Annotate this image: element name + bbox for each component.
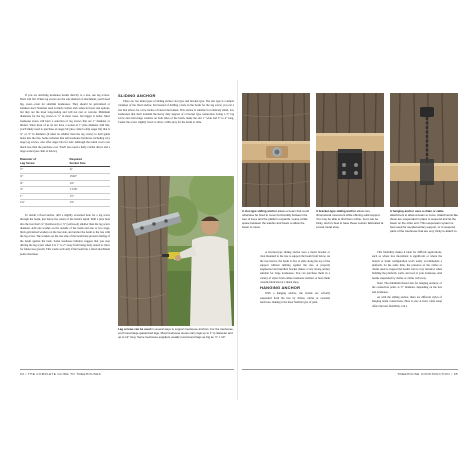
folio-rule bbox=[242, 369, 458, 370]
table-row bbox=[20, 187, 110, 194]
slot-anchor-caption bbox=[242, 210, 310, 230]
caption-lead: A hanging anchor uses a chain or cable bbox=[390, 209, 444, 213]
body-paragraph: With a hanging anchor, the beams are actually suspended from the tree by chains, cables or versatile hardware, making it the most flexible type of joint. bbox=[260, 291, 330, 304]
lag-screw-table bbox=[20, 158, 110, 207]
table-cell: ½" bbox=[20, 167, 70, 174]
table-row bbox=[20, 173, 110, 180]
section-heading: HANGING ANCHOR bbox=[260, 285, 301, 291]
body-paragraph: This flexibility makes it ideal for difficult applications, such as where tree movement is significant or where the branch or trunk configuration won't easily accommodate a platform. At the same time, the presence of the cables or chains used to support the beams can be very intrusive when building the platform, walls, and roof of your treehouse. And beams suspended by chains or cables will sway. bbox=[372, 250, 442, 280]
caption-text: allows two-dimensional movement while offering solid support. You may be able to find them online, but it can be tricky, and it's best to have these custom fabricated at a local metal shop. bbox=[316, 209, 384, 229]
right-page-column-b bbox=[372, 250, 442, 309]
table-cell: 1 5⁄16" bbox=[70, 187, 111, 194]
page-gutter bbox=[237, 80, 238, 400]
table-cell: 1¼" bbox=[20, 200, 70, 207]
table-row bbox=[20, 180, 110, 187]
table-cell: ¾" bbox=[70, 167, 111, 174]
body-paragraph: Note: The minimum thread size for hanging anchors, or the connection point, is ⅞" diameter, depending on the tree and treehouse. bbox=[372, 281, 442, 294]
hanging-anchor-caption bbox=[390, 210, 458, 233]
table-row bbox=[20, 193, 110, 200]
caption-lead: Lag screws can be used bbox=[118, 327, 151, 331]
table-header-row bbox=[20, 158, 110, 167]
caption-text: allows a beam that could otherwise be fixed to move horizontally between the tree of trees and the platform expands. Leave a little space between the washer and beam to allow the beam to move. bbox=[242, 209, 309, 229]
right-folio: TREEHOUSE CONSTRUCTION • 95 bbox=[397, 372, 458, 376]
caption-lead: A bracket-type sliding anchor bbox=[316, 209, 356, 213]
body-paragraph: There are two main types of sliding anchor: slot type and bracket type. The slot type is a simple variation of the fixed anchor, but instead of drilling a hole in the beam for the lag screw, you cut a slot that allows for a few inches of lateral movement. This anchor is suitable for relatively small, low treehouses that don't transmit the heavy duty support of a bracket type connection. Using a ⅞" lag screw and extra-large washers on both sides of the beam, make the slot 1" wide and 3" to 4" long. Center the screw slightly lower to allow a little play for the beam to slide. bbox=[118, 99, 234, 125]
table-cell: ⅞" bbox=[20, 187, 70, 194]
body-paragraph: A bracket-type sliding anchor uses a metal bracket or cleat mounted to the tree to support the beam from below. As the tree moves, the beam is free to slide along the top of the support without rubbing against the tree. A properly engineered and installed bracket makes a very strong anchor suitable for large treehouses. You can purchase them in a variety of styles from online treehouse retailers or have them custom-fabricated at a metal shop. bbox=[260, 250, 330, 285]
slot-anchor-photo bbox=[242, 93, 310, 207]
body-paragraph: To install a fixed anchor, drill a slightly oversized hole for a lag screw through the beam, just below the center of the beam's depth. Drill a pilot hole into the tree that's ¾" (hardwood) or ⅞" (softwood) smaller than the lag screw diameter. Add one washer on the outside of the beam and one or two large, thick galvanized washers on the tree side, and anchor the beam to the tree with the lag screw. The washers on the tree side of the beam help prevent chafing of the beam against the bark. Some treehouse builders suggest that you stop driving the lag screw when it is 1" to 2" away from being fully seated to allow for future tree growth. This works well only if the beam has a fixed attachment point elsewhere. bbox=[20, 212, 110, 256]
body-paragraph: If you are attaching treehouse beams directly to a tree, use lag screws. Nails will fail. When lag screws are the sole method of attachment, you'll need big, stout—even for smallish treehouses. They should be galvanized or stainless steel. Stainless steel is much costlier and comes in fewer size options, but they are the most long-lasting and will not rust or corrode. Minimum diameters for the lag screws is ½" in most cases, but bigger is better. Most treehouse stores will have a selection of lag screws that are 1" diameter or thicker. Since most of us do not have a socket of 1"-plus diameter drill bits, you'll likely need to purchase an auger bit (also called a ship auger bit) that is ¾" or ⅞" in diameter (it must be smaller than the lag screw) to drill guide holes into the tree. Some websites that sell treehouse hardware, including very large lag screws, also offer auger bits for rent. Although the rental cost is not much less than the purchase cost. You'll also need a hefty ratchet driver and a large socket (see chart at below). bbox=[20, 93, 110, 153]
table-cell: ⅝" bbox=[20, 173, 70, 180]
caption-lead: A slot-type sliding anchor bbox=[242, 209, 277, 213]
left-page-column bbox=[20, 93, 110, 257]
caption-text: attachment to allow a beam to move. Attachments like these are suspended in place to suspend and let the beam on the other end. This suspension system is best used for supplementary support, or to suspend parts of the treehouse that are very tricky to attach to. bbox=[390, 212, 458, 233]
table-header: Diameter of Lag Screw bbox=[20, 158, 70, 167]
table-cell: 1" bbox=[20, 193, 70, 200]
table-cell: 1⅛" bbox=[70, 180, 111, 187]
hanging-anchor-photo bbox=[390, 93, 458, 207]
table-cell: 1⅞" bbox=[70, 200, 111, 207]
right-page-column-a bbox=[260, 250, 330, 305]
bracket-anchor-photo bbox=[316, 93, 384, 207]
table-cell: ¾" bbox=[20, 180, 70, 187]
table-row bbox=[20, 200, 110, 207]
body-paragraph: As with the sliding anchor, there are different styles of hanging beam connections. Here is one: A basic cable setup offers the best flexibility. Cut a bbox=[372, 294, 442, 308]
caption-text: in several ways to support treehouse anchors. For the treehouse, you'll need large galvanized lags. Most treehouse stores carry lags up to 1" in diameter and up to 12" long. Some treehouse suppliers usually recommend lags as big as ⅞" × 10". bbox=[118, 327, 234, 339]
table-row bbox=[20, 167, 110, 174]
table-header: Required Socket Size bbox=[70, 158, 111, 167]
bracket-anchor-caption bbox=[316, 210, 384, 230]
section-heading: SLIDING ANCHOR bbox=[118, 93, 156, 98]
table-cell: 1½" bbox=[70, 193, 111, 200]
tree-bracket-photo bbox=[118, 176, 234, 326]
folio-rule bbox=[20, 369, 234, 370]
sliding-anchor-section bbox=[118, 93, 234, 126]
table-cell: 15⁄16" bbox=[70, 173, 111, 180]
left-folio: 94 • THE COMPLETE GUIDE TO TREEHOUSES bbox=[20, 372, 102, 376]
tree-photo-caption bbox=[118, 328, 234, 340]
